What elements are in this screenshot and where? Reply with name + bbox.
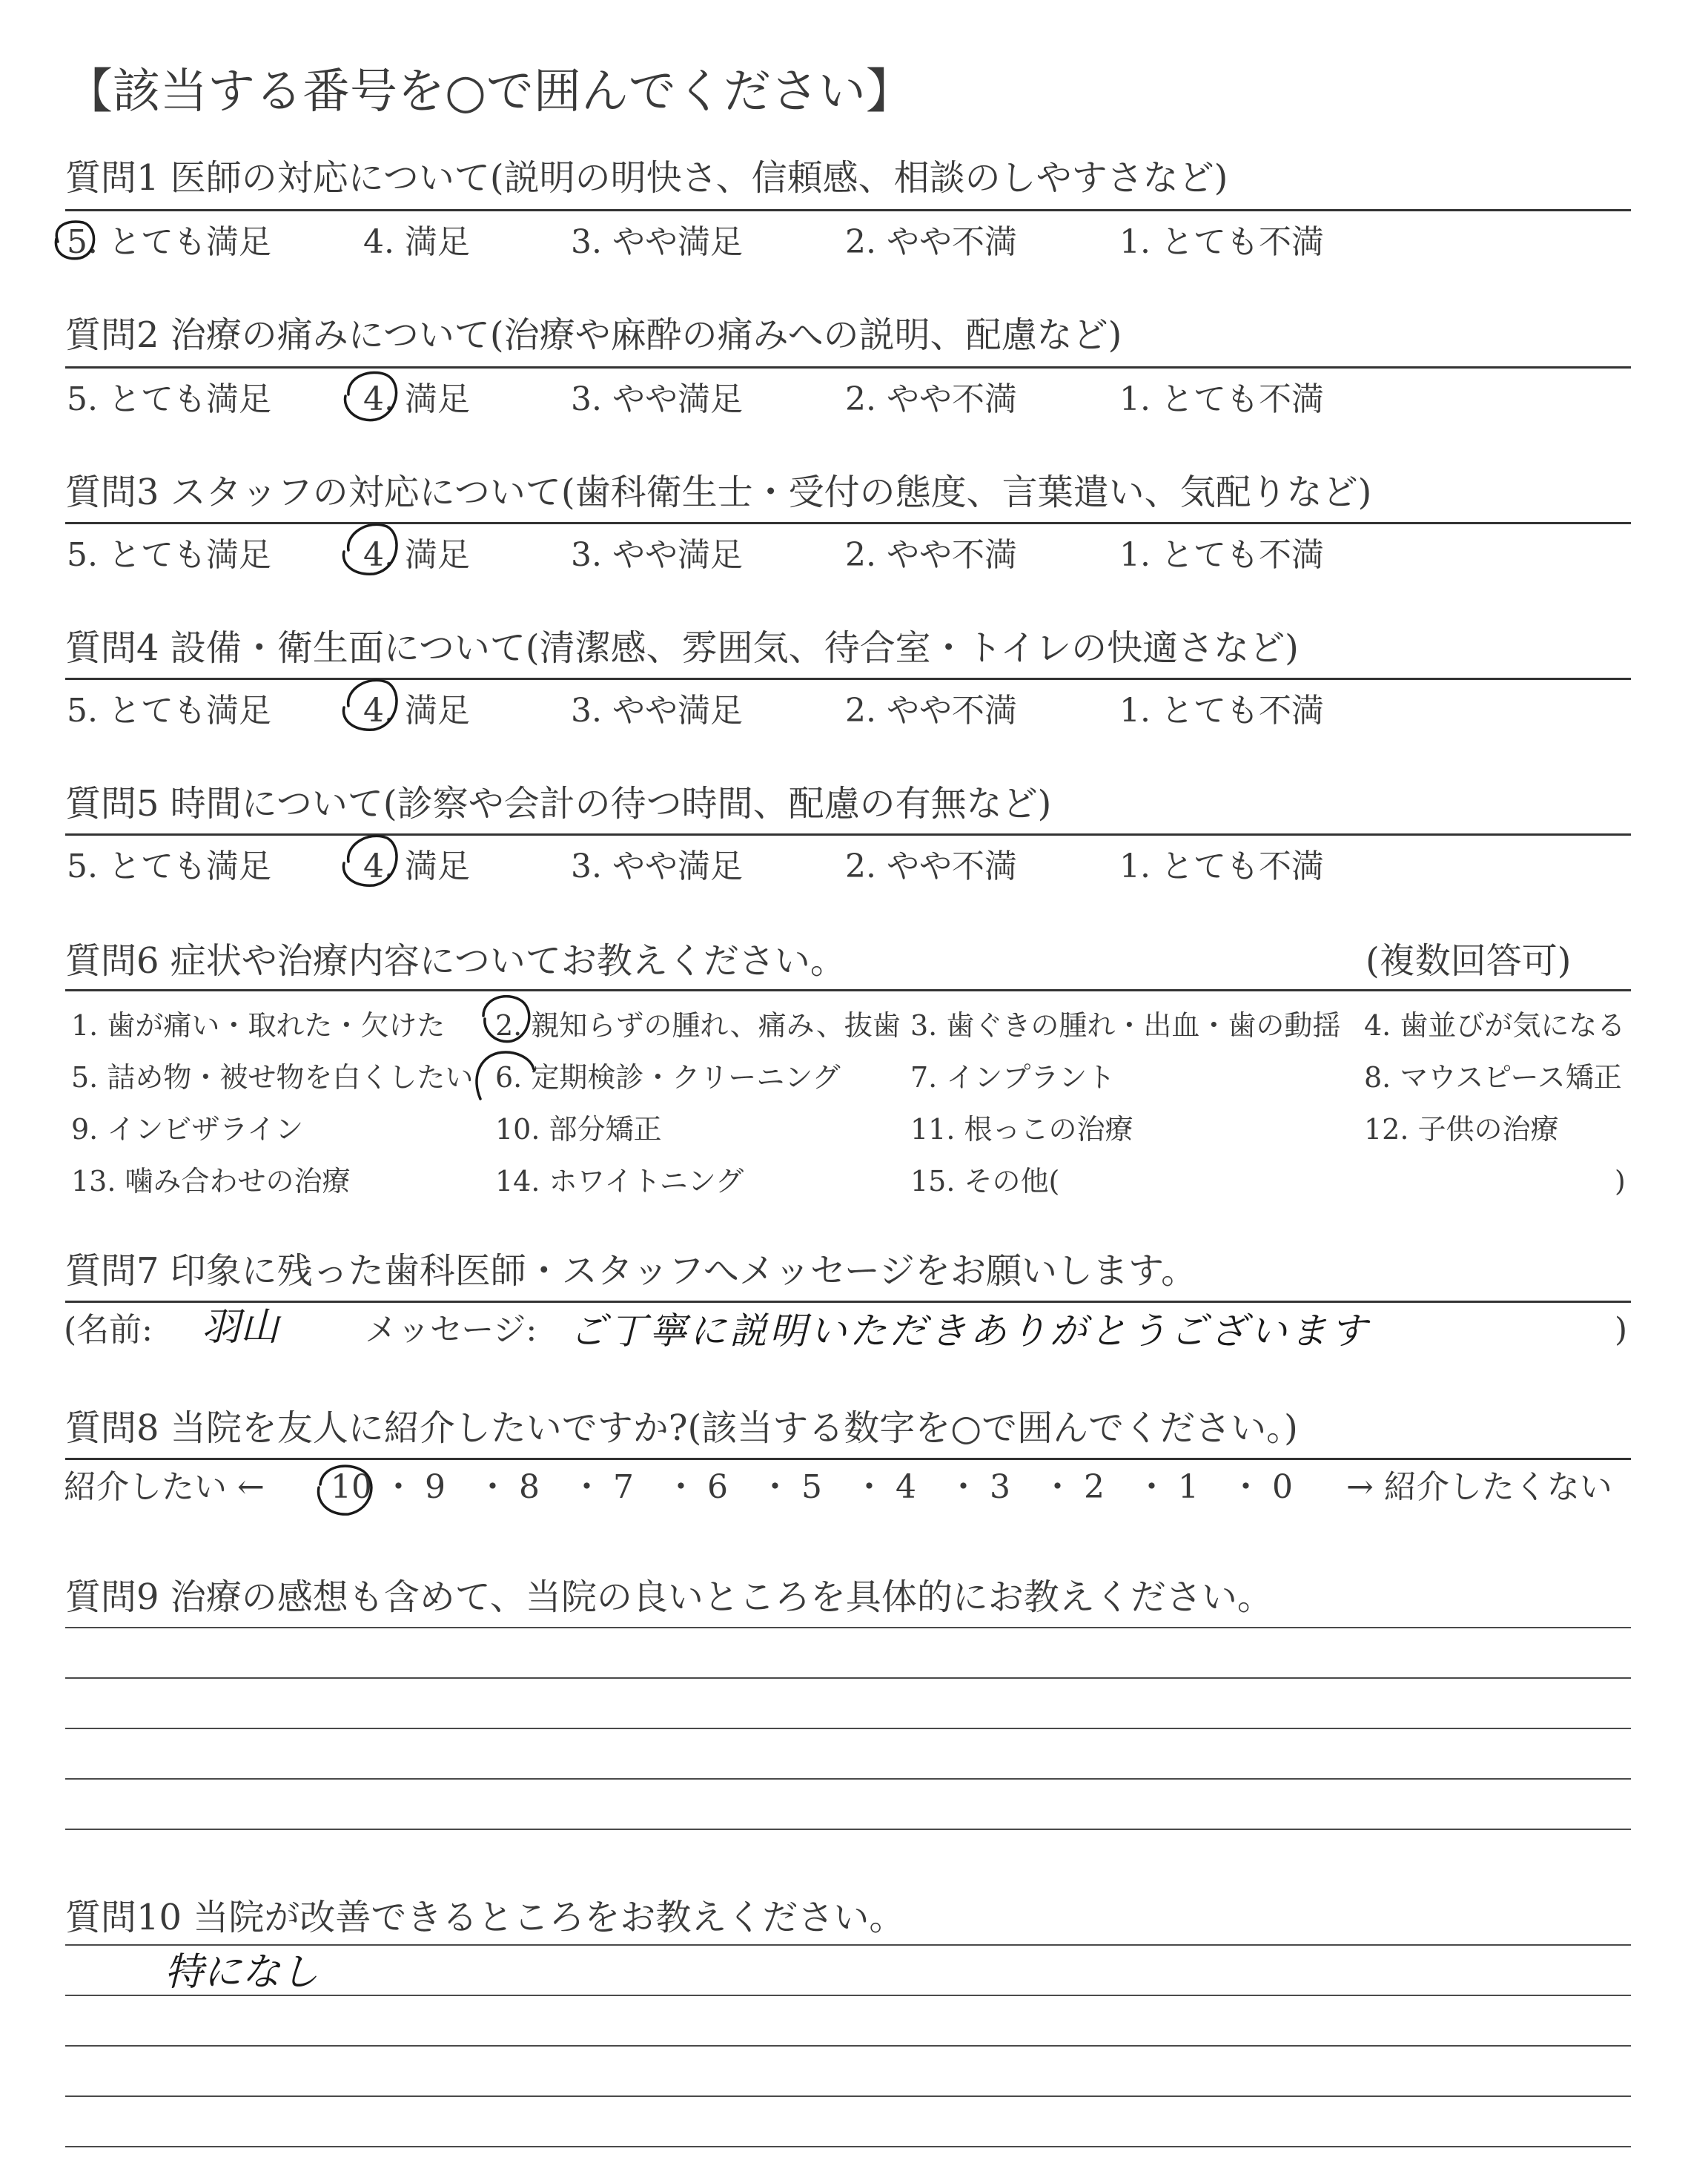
q8-scale-9[interactable]: 9 bbox=[425, 1468, 446, 1506]
q2-opt-3[interactable]: 3. やや満足 bbox=[571, 380, 743, 418]
q8-right-label: → 紹介したくない bbox=[1346, 1468, 1612, 1506]
q9-answer-line-2[interactable] bbox=[65, 1677, 1631, 1679]
q8-title: 質問8 当院を友人に紹介したいですか?(該当する数字を○で囲んでください。) bbox=[65, 1407, 1298, 1449]
q8-scale-separator: ・ bbox=[476, 1468, 509, 1506]
q10-answer-line-1[interactable] bbox=[65, 1944, 1631, 1946]
q1-title: 質問1 医師の対応について(説明の明快さ、信頼感、相談のしやすさなど) bbox=[65, 157, 1228, 199]
q4-opt-1[interactable]: 1. とても不満 bbox=[1119, 692, 1324, 730]
q5-opt-1[interactable]: 1. とても不満 bbox=[1119, 848, 1324, 885]
q7-name-label: (名前: bbox=[64, 1311, 153, 1349]
q9-answer-line-4[interactable] bbox=[65, 1778, 1631, 1780]
q1-opt-4[interactable]: 4. 満足 bbox=[363, 223, 470, 261]
q4-opt-3[interactable]: 3. やや満足 bbox=[571, 692, 743, 730]
q6-opt-3[interactable]: 3. 歯ぐきの腫れ・出血・歯の動揺 bbox=[910, 1009, 1341, 1042]
q8-scale-separator: ・ bbox=[382, 1468, 415, 1506]
q8-scale-separator: ・ bbox=[853, 1468, 886, 1506]
q7-name-value[interactable]: 羽山 bbox=[202, 1305, 279, 1350]
q1-opt-2[interactable]: 2. やや不満 bbox=[845, 223, 1017, 261]
q8-scale-5[interactable]: 5 bbox=[801, 1468, 822, 1506]
q6-other-close-paren: ) bbox=[1615, 1165, 1626, 1198]
q1-opt-3[interactable]: 3. やや満足 bbox=[571, 223, 743, 261]
q6-opt-13[interactable]: 13. 噛み合わせの治療 bbox=[71, 1165, 351, 1198]
q6-opt-14[interactable]: 14. ホワイトニング bbox=[495, 1165, 744, 1198]
q1-opt-1[interactable]: 1. とても不満 bbox=[1119, 223, 1324, 261]
q7-close-paren: ) bbox=[1615, 1311, 1628, 1349]
q6-opt-5[interactable]: 5. 詰め物・被せ物を白くしたい bbox=[71, 1061, 474, 1094]
q3-rule bbox=[65, 522, 1631, 524]
q9-answer-line-3[interactable] bbox=[65, 1728, 1631, 1729]
q10-answer[interactable]: 特になし bbox=[165, 1950, 320, 1995]
q3-opt-2[interactable]: 2. やや不満 bbox=[845, 536, 1017, 574]
q4-opt-4[interactable]: 4. 満足 bbox=[363, 692, 470, 730]
q1-opt-5[interactable]: 5. とても満足 bbox=[67, 223, 271, 261]
q6-opt-4[interactable]: 4. 歯並びが気になる bbox=[1364, 1009, 1626, 1042]
q8-scale-separator: ・ bbox=[1135, 1468, 1168, 1506]
q3-title: 質問3 スタッフの対応について(歯科衛生士・受付の態度、言葉遣い、気配りなど) bbox=[65, 472, 1372, 513]
q8-scale-separator: ・ bbox=[664, 1468, 698, 1506]
q5-opt-3[interactable]: 3. やや満足 bbox=[571, 848, 743, 885]
q10-answer-line-2[interactable] bbox=[65, 1995, 1631, 1996]
q3-opt-3[interactable]: 3. やや満足 bbox=[571, 536, 743, 574]
q2-opt-5[interactable]: 5. とても満足 bbox=[67, 380, 271, 418]
q2-opt-2[interactable]: 2. やや不満 bbox=[845, 380, 1017, 418]
q4-rule bbox=[65, 678, 1631, 680]
q4-title: 質問4 設備・衛生面について(清潔感、雰囲気、待合室・トイレの快適さなど) bbox=[65, 627, 1299, 669]
q8-scale-separator: ・ bbox=[1229, 1468, 1262, 1506]
q6-opt-7[interactable]: 7. インプラント bbox=[910, 1061, 1116, 1094]
q1-rule bbox=[65, 209, 1631, 211]
q8-scale-3[interactable]: 3 bbox=[990, 1468, 1010, 1506]
q8-scale-2[interactable]: 2 bbox=[1084, 1468, 1105, 1506]
q6-opt-9[interactable]: 9. インビザライン bbox=[71, 1113, 304, 1146]
q4-opt-2[interactable]: 2. やや不満 bbox=[845, 692, 1017, 730]
q2-title: 質問2 治療の痛みについて(治療や麻酔の痛みへの説明、配慮など) bbox=[65, 314, 1122, 356]
q8-rule bbox=[65, 1458, 1631, 1460]
q5-opt-5[interactable]: 5. とても満足 bbox=[67, 848, 271, 885]
q7-rule bbox=[65, 1301, 1631, 1303]
q6-opt-10[interactable]: 10. 部分矯正 bbox=[495, 1113, 662, 1146]
q6-title: 質問6 症状や治療内容についてお教えください。 bbox=[65, 940, 846, 982]
q5-rule bbox=[65, 833, 1631, 836]
q8-scale-8[interactable]: 8 bbox=[519, 1468, 540, 1506]
q8-scale-4[interactable]: 4 bbox=[896, 1468, 916, 1506]
q9-title: 質問9 治療の感想も含めて、当院の良いところを具体的にお教えください。 bbox=[65, 1576, 1273, 1618]
q10-answer-line-3[interactable] bbox=[65, 2045, 1631, 2047]
q8-scale-0[interactable]: 0 bbox=[1272, 1468, 1293, 1506]
page-header: 【該当する番号を○で囲んでください】 bbox=[65, 65, 913, 119]
q3-opt-5[interactable]: 5. とても満足 bbox=[67, 536, 271, 574]
q10-title: 質問10 当院が改善できるところをお教えください。 bbox=[65, 1897, 905, 1938]
q8-scale-1[interactable]: 1 bbox=[1178, 1468, 1199, 1506]
q5-opt-2[interactable]: 2. やや不満 bbox=[845, 848, 1017, 885]
q6-multiple-note: (複数回答可) bbox=[1366, 940, 1572, 982]
q8-scale-7[interactable]: 7 bbox=[613, 1468, 634, 1506]
q5-title: 質問5 時間について(診察や会計の待つ時間、配慮の有無など) bbox=[65, 783, 1052, 825]
q7-message-label: メッセージ: bbox=[365, 1311, 537, 1349]
q9-answer-line-1[interactable] bbox=[65, 1627, 1631, 1628]
q6-opt-6[interactable]: 6. 定期検診・クリーニング bbox=[495, 1061, 841, 1094]
q8-scale-6[interactable]: 6 bbox=[707, 1468, 728, 1506]
q6-opt-11[interactable]: 11. 根っこの治療 bbox=[910, 1113, 1133, 1146]
q2-opt-4[interactable]: 4. 満足 bbox=[363, 380, 470, 418]
q3-opt-1[interactable]: 1. とても不満 bbox=[1119, 536, 1324, 574]
q7-title: 質問7 印象に残った歯科医師・スタッフへメッセージをお願いします。 bbox=[65, 1250, 1197, 1292]
q6-opt-12[interactable]: 12. 子供の治療 bbox=[1364, 1113, 1559, 1146]
q6-opt-1[interactable]: 1. 歯が痛い・取れた・欠けた bbox=[71, 1009, 446, 1042]
q9-answer-line-5[interactable] bbox=[65, 1829, 1631, 1830]
q3-opt-4[interactable]: 4. 満足 bbox=[363, 536, 470, 574]
q10-answer-line-4[interactable] bbox=[65, 2095, 1631, 2097]
q4-opt-5[interactable]: 5. とても満足 bbox=[67, 692, 271, 730]
q8-scale-10[interactable]: 10 bbox=[331, 1468, 372, 1506]
q6-opt-8[interactable]: 8. マウスピース矯正 bbox=[1364, 1061, 1622, 1094]
q5-opt-4[interactable]: 4. 満足 bbox=[363, 848, 470, 885]
q8-scale-separator: ・ bbox=[1041, 1468, 1074, 1506]
q2-rule bbox=[65, 366, 1631, 369]
q6-rule bbox=[65, 989, 1631, 991]
q2-opt-1[interactable]: 1. とても不満 bbox=[1119, 380, 1324, 418]
q8-scale-separator: ・ bbox=[570, 1468, 603, 1506]
q8-left-label: 紹介したい ← bbox=[64, 1468, 265, 1506]
q6-opt-15[interactable]: 15. その他( bbox=[910, 1165, 1060, 1198]
q8-scale-separator: ・ bbox=[758, 1468, 792, 1506]
q10-answer-line-5[interactable] bbox=[65, 2146, 1631, 2147]
q7-message-value[interactable]: ご丁寧に説明いただきありがとうございます bbox=[569, 1309, 1370, 1353]
q6-opt-2[interactable]: 2. 親知らずの腫れ、痛み、抜歯 bbox=[495, 1009, 901, 1042]
q8-scale-separator: ・ bbox=[947, 1468, 980, 1506]
